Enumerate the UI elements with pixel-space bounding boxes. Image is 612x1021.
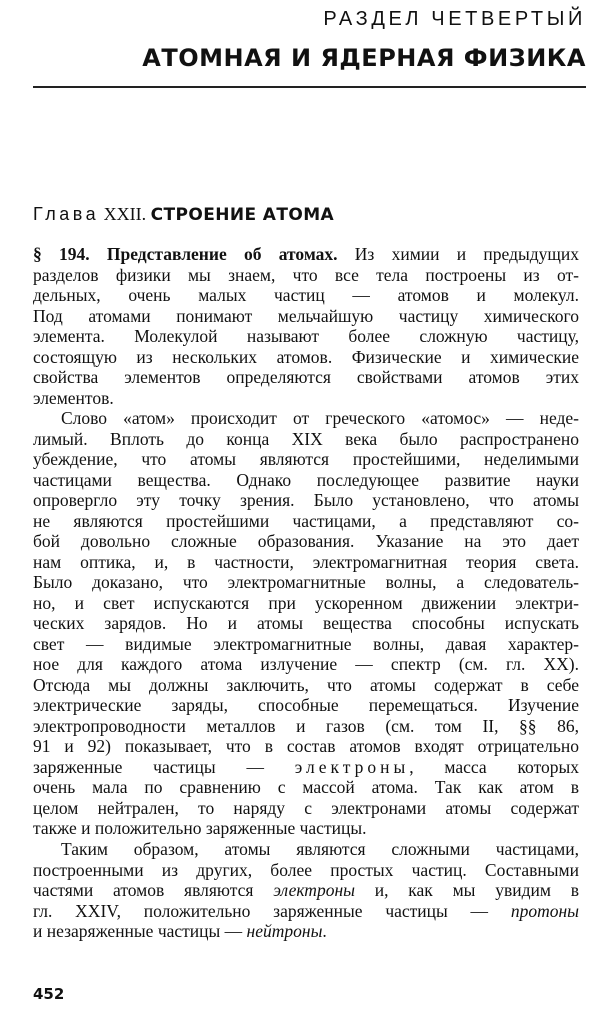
- text-line: ческих зарядов. Но и атомы вещества способны испускать: [33, 613, 579, 633]
- text-line: опровергло эту точку зрения. Было установлено, что атомы: [33, 490, 579, 510]
- text-line: состоящую из нескольких атомов. Физические и химические: [33, 346, 579, 367]
- paragraph-1: [33, 244, 579, 408]
- text-line: элементов.: [33, 387, 114, 408]
- text-line: Под атомами понимают мельчайшую частицу химического: [33, 305, 579, 326]
- text-line: бой довольно сложные образования. Указание на это дает: [33, 531, 579, 551]
- text-line: 91 и 92) показывает, что в состав атомов входят отрицательно: [33, 736, 579, 756]
- text-line: убеждение, что атомы являются простейшими, неделимыми: [33, 449, 579, 469]
- text-line: Отсюда мы должны заключить, что атомы содержат в себе: [33, 674, 579, 695]
- text-line: нам оптика, и, в частности, электромагнитная теория света.: [33, 551, 579, 572]
- text-line: элемента. Молекулой называют более сложную частицу,: [33, 326, 579, 346]
- text-line: свет — видимые электромагнитные волны, давая характер-: [33, 633, 579, 654]
- chapter-heading: [33, 204, 334, 225]
- text-line: Таким образом, атомы являются сложными частицами,: [61, 839, 579, 859]
- text-line: построенными из других, более простых частиц. Составными: [33, 859, 579, 880]
- header-rule: [33, 86, 586, 88]
- text-line: разделов физики мы знаем, что все тела построены из от-: [33, 264, 579, 285]
- text-line: частями атомов являются электроны и, как мы увидим в: [33, 880, 579, 900]
- text-line: электрические заряды, способные перемещаться. Изучение: [33, 695, 579, 715]
- chapter-word: Глава: [33, 204, 100, 224]
- text-line: Слово «атом» происходит от греческого «атомос» — неде-: [61, 408, 579, 428]
- text-line: свойства элементов определяются свойствами атомов этих: [33, 367, 579, 387]
- text-line: дельных, очень малых частиц — атомов и молекул.: [33, 285, 579, 305]
- text-line: заряженные частицы — электроны, масса которых: [33, 756, 580, 777]
- text-line: очень мала по сравнению с массой атома. Так как атом в: [33, 777, 579, 797]
- text-line: но, и свет испускаются при ускоренном движении электри-: [33, 592, 579, 613]
- page-number: 452: [33, 985, 65, 1003]
- text-line: ное для каждого атома излучение — спектр (см. гл. XX).: [33, 654, 579, 674]
- section-title: АТОМНАЯ И ЯДЕРНАЯ ФИЗИКА: [142, 44, 586, 72]
- text-line: целом нейтрален, то наряду с электронами атомы содержат: [33, 797, 579, 818]
- text-line: электропроводности металлов и газов (см. том II, §§ 86,: [33, 715, 579, 736]
- text-line: Было доказано, что электромагнитные волны, а следователь-: [33, 572, 579, 592]
- paragraph-3: [33, 839, 579, 942]
- text-line: гл. XXIV, положительно заряженные частицы — протоны: [33, 900, 579, 921]
- chapter-number: XXII.: [103, 204, 147, 224]
- text-line: лимый. Вплоть до конца XIX века было распространено: [33, 428, 579, 449]
- text-line: § 194. Представление об атомах. Из химии и предыдущих: [33, 244, 579, 264]
- text-line: и незаряженные частицы — нейтроны.: [33, 921, 327, 941]
- text-line: не являются простейшими частицами, а представляют со-: [33, 510, 579, 531]
- body-text: [33, 244, 579, 942]
- chapter-title: СТРОЕНИЕ АТОМА: [150, 205, 335, 225]
- text-line: также и положительно заряженные частицы.: [33, 818, 367, 838]
- section-label: РАЗДЕЛ ЧЕТВЕРТЫЙ: [323, 8, 586, 30]
- paragraph-2: [33, 408, 579, 839]
- text-line: частицами вещества. Однако последующее развитие науки: [33, 469, 579, 490]
